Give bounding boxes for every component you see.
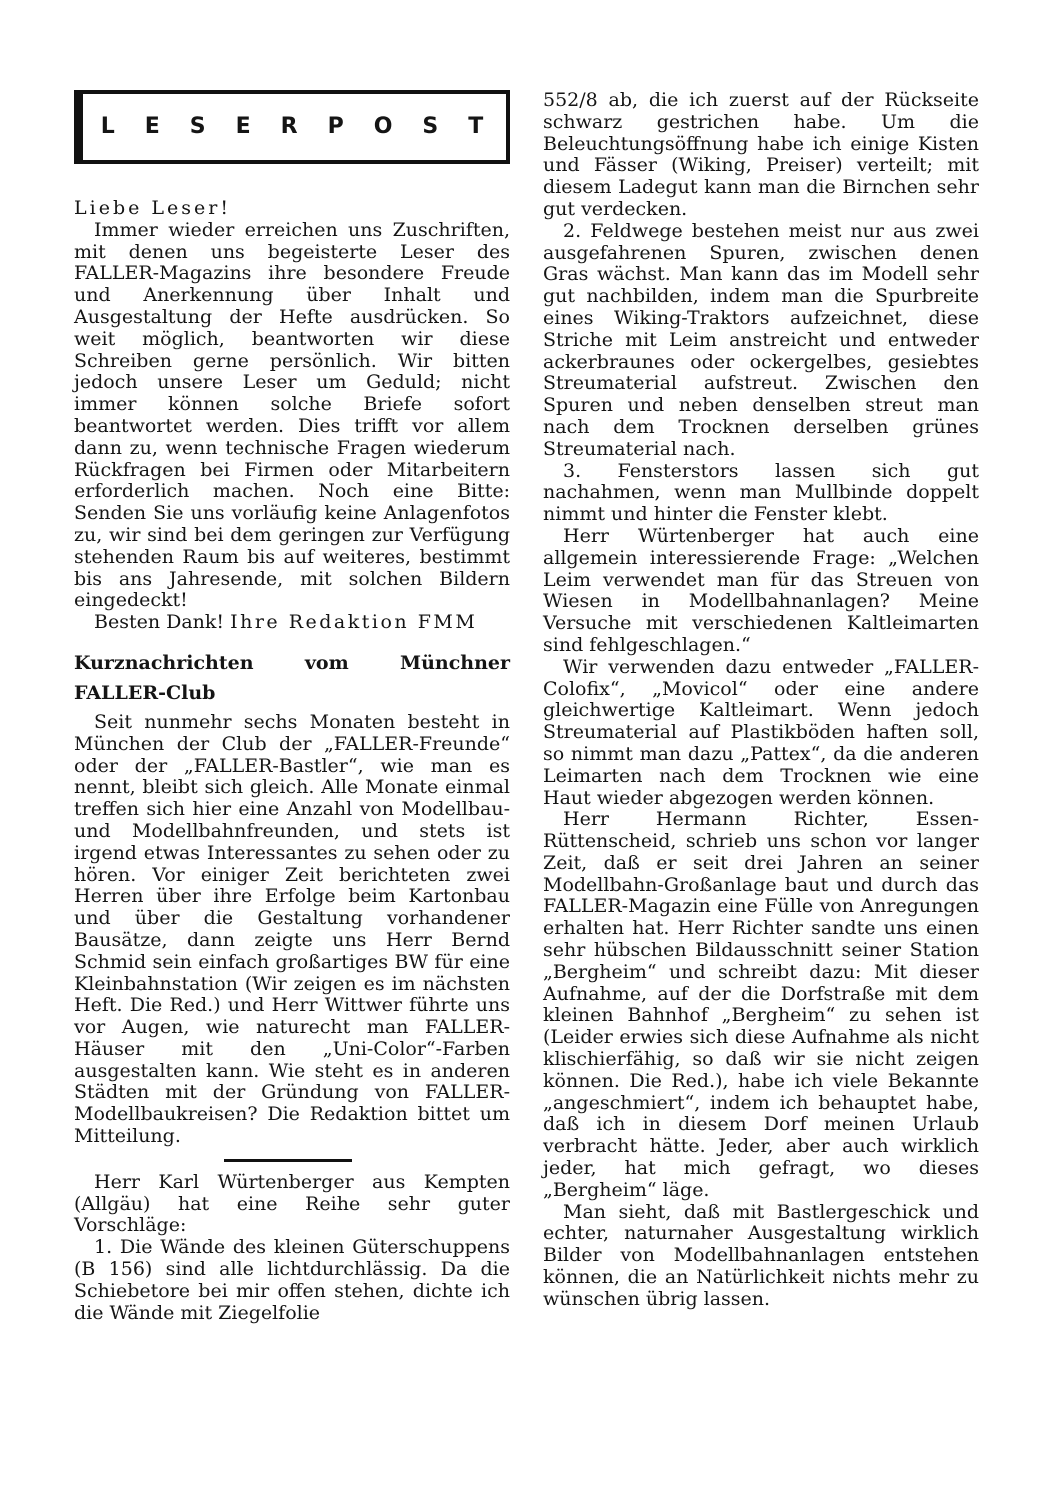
club-paragraph: Seit nunmehr sechs Monaten besteht in München der Club der „FALLER-Freunde“ oder der „FALLER-Bastler“, wie man es nennt, bleibt sich gleich. Alle Monate einmal treffen sich hier eine Anzahl von Modellbau- und Modellbahnfreunden, und stets ist irgend etwas Interessantes zu sehen oder zu hören. Vor einiger Zeit berichteten zwei Herren über ihre Erfolge beim Kartonbau und über die Gestaltung vorhandener Bausätze, dann zeigte uns Herr Bernd Schmid sein einfach großartiges BW für eine Kleinbahnstation (Wir zeigen es im nächsten Heft. Die Red.) und Herr Wittwer führte uns vor Augen, wie naturecht man FALLER-Häuser mit den „Uni-Color“-Farben ausgestalten kann. Wie steht es in anderen Städten mit der Gründung von FALLER-Modellbaukreisen? Die Redaktion bittet um Mitteilung.: [74, 710, 510, 1148]
section-heading: Kurznachrichten vom Münchner FALLER-Club: [74, 651, 510, 704]
right-column: [543, 90, 979, 1311]
closing-paragraph: Man sieht, daß mit Bastlergeschick und echter, naturnaher Ausgestaltung wirklich Bilder von Modellbahnanlagen entstehen können, die an Natürlichkeit nichts mehr zu wünschen übrig lassen.: [543, 1200, 979, 1310]
page-title: LESERPOST: [100, 114, 514, 140]
section-divider: [224, 1159, 352, 1162]
question-paragraph: Herr Würtenberger hat auch eine allgemein interessierende Frage: „Welchen Leim verwendet man für das Streuen von Wiesen in Modellbahnanlagen? Meine Versuche mit verschiedenen Kaltleimarten sind fehlgeschlagen.“: [543, 524, 979, 656]
signoff-thanks: Besten Dank!: [94, 611, 225, 634]
left-column: [74, 0, 514, 1324]
leserpost-header-box: [74, 90, 514, 164]
greeting: Liebe Leser!: [74, 197, 231, 219]
richter-paragraph: Herr Hermann Richter, Essen-Rüttenscheid, schrieb uns schon vor langer Zeit, daß er seit drei Jahren an seiner Modellbahn-Großanlage baut und durch das FALLER-Magazin eine Fülle von Anregungen erhalten hat. Herr Richter sandte uns einen sehr hübschen Bildausschnitt seiner Station „Bergheim“ und schreibt dazu: Mit dieser Aufnahme, auf der die Dorfstraße mit dem kleinen Bahnhof „Bergheim“ zu sehen ist (Leider erwies sich diese Aufnahme als nicht klischierfähig, so daß wir sie nicht zeigen können. Die Red.), habe ich viele Bekannte „angeschmiert“, indem ich behauptet habe, daß ich in diesem Dorf meinen Urlaub verbracht hätte. Jeder, aber auch wirklich jeder, hat mich gefragt, wo dieses „Bergheim“ läge.: [543, 808, 979, 1201]
wurtenberger-paragraph: Herr Karl Würtenberger aus Kempten (Allgäu) hat eine Reihe sehr guter Vorschläge:: [74, 1170, 510, 1237]
continued-paragraph: 552/8 ab, die ich zuerst auf der Rückseite schwarz gestrichen habe. Um die Beleuchtungsöffnung habe ich einige Kisten und Fässer (Wiking, Preiser) verteilt; mit diesem Ladegut kann man die Birnchen sehr gut verdecken.: [543, 89, 979, 220]
answer-paragraph: Wir verwenden dazu entweder „FALLER-Colofix“, „Movicol“ oder eine andere gleichwertige Kaltleimart. Wenn jedoch Streumaterial auf Plastikböden haften soll, so nimmt man dazu „Pattex“, da die anderen Leimarten nach dem Trocknen wie eine Haut wieder abgezogen werden können.: [543, 655, 979, 809]
suggestion-1-paragraph: 1. Die Wände des kleinen Güterschuppens (B 156) sind alle lichtdurchlässig. Da die Schiebetore bei mir offen stehen, dichte ich die Wände mit Ziegelfolie: [74, 1236, 510, 1324]
signoff-editors: Ihre Redaktion FMM: [230, 611, 478, 634]
intro-paragraph: Immer wieder erreichen uns Zuschriften, mit denen uns begeisterte Leser des FALLER-Magazins ihre besondere Freude und Anerkennung über Inhalt und Ausgestaltung der Hefte ausdrücken. So weit möglich, beantworten wir diese Schreiben gerne persönlich. Wir bitten jedoch unsere Leser um Geduld; nicht immer können solche Briefe sofort beantwortet werden. Dies trifft vor allem dann zu, wenn technische Fragen wiederum Rückfragen bei Firmen oder Mitarbeitern erforderlich machen. Noch eine Bitte: Senden Sie uns vorläufig keine Anlagenfotos zu, wir sind bei dem geringen zur Verfügung stehenden Raum bis auf weiteres, bestimmt bis ans Jahresende, mit solchen Bildern eingedeckt!: [74, 218, 510, 612]
suggestion-3-paragraph: 3. Fensterstors lassen sich gut nachahmen, wenn man Mullbinde doppelt nimmt und hinter die Fenster klebt.: [543, 459, 979, 526]
suggestion-2-paragraph: 2. Feldwege bestehen meist nur aus zwei ausgefahrenen Spuren, zwischen denen Gras wächst. Man kann das im Modell sehr gut nachbilden, indem man die Spurbreite eines Wiking-Traktors aufzeichnet, diese Striche mit Leim anstreicht und entweder ackerbraunes oder ockergelbes, gesiebtes Streumaterial aufstreut. Zwischen den Spuren und neben denselben streut man nach dem Trocknen derselben grünes Streumaterial nach.: [543, 219, 979, 460]
editorial-signoff: [74, 612, 510, 634]
